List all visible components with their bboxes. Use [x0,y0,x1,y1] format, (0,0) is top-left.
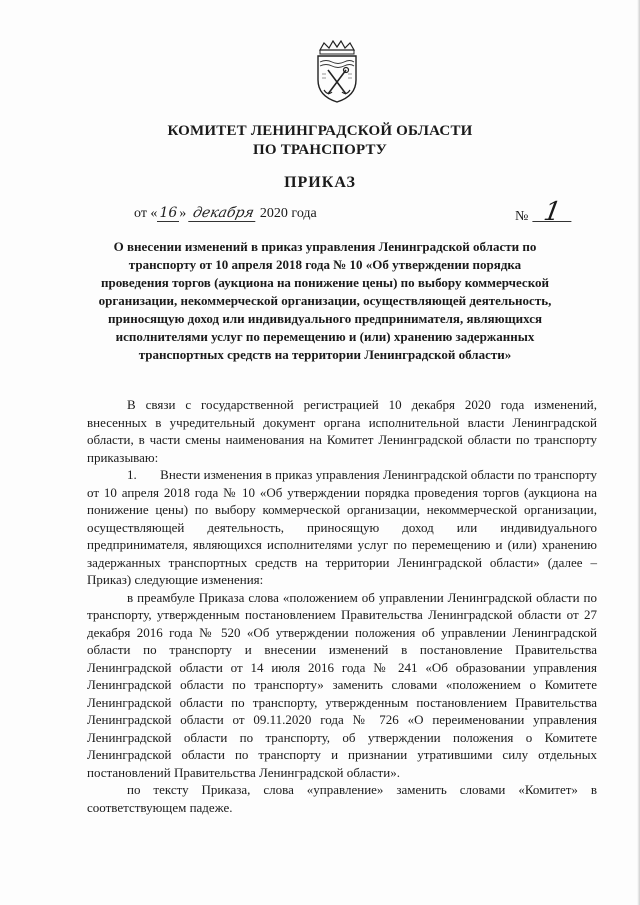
handwritten-month: декабря [188,205,258,222]
order-number [515,197,573,227]
handwritten-day: 16 [159,205,178,221]
date-year: 2020 года [259,206,317,221]
date-prefix: от « [134,206,158,221]
preamble-amendment-paragraph: в преамбуле Приказа слова «положением об управлении Ленинградской области по транспорту, утвержденным постановлением Правительства Ленинградской области от 27 декабря 2016 года № 520 «Об утверждении положения об управлении Ленинградской области по транспорту и внесении изменений в постановление Правительства Ленинградской области от 14 июля 2016 года № 241 «Об образовании управления Ленинградской области по транспорту» заменить словами «положением о Комитете Ленинградской области по транспорту, утвержденным постановлением Правительства Ленинградской области от 09.11.2020 года № 726 «О переименовании управления Ленинградской области по транспорту, об утверждении положения о Комитете Ленинградской области по транспорту и признании утратившими силу отдельных постановлений Правительства Ленинградской области». [87,589,597,780]
preamble-paragraph: В связи с государственной регистрацией 10 декабря 2020 года изменений, внесенных в учредительный документ органа исполнительной власти Ленинградской области, в части смены наименования на Комитет Ленинградской области по транспорту приказываю: [87,397,597,465]
handwritten-number: 1 [533,203,575,222]
order-body [87,396,597,816]
leningrad-oblast-coat-of-arms-icon [312,40,362,104]
order-subject: О внесении изменений в приказ управления Ленинградской области по транспорту от 10 апреля 2018 года № 10 «Об утверждении порядка проведения торгов (аукциона на понижение цены) по выбору коммерческой организации, некоммерческой организации, осуществляющей деятельность, приносящую доход или индивидуального предпринимателя, являющихся исполнителями услуг по перемещению и (или) хранению задержанных транспортных средств на территории Ленинградской области» [98,239,552,362]
document-type-title: ПРИКАЗ [284,174,356,191]
item-1-paragraph: 1. Внести изменения в приказ управления Ленинградской области по транспорту от 10 апреля 2018 года № 10 «Об утверждении порядка проведения торгов (аукциона на понижение цены) по выбору коммерческой организации, некоммерческой организации, осуществляющей деятельность, приносящую доход или индивидуального предпринимателя, являющихся исполнителями услуг по перемещению и (или) хранению задержанных транспортных средств на территории Ленинградской области» (далее – Приказ) следующие изменения: [87,467,597,587]
organization-title-line-2: ПО ТРАНСПОРТУ [253,142,387,158]
date-quote-close: » [179,206,187,221]
organization-title-line-1: КОМИТЕТ ЛЕНИНГРАДСКОЙ ОБЛАСТИ [167,123,473,139]
organization-title [0,122,640,160]
order-date [134,205,317,222]
number-label: № [515,209,529,224]
text-amendment-paragraph: по тексту Приказа, слова «управление» заменить словами «Комитет» в соответствующем падеже. [87,782,597,815]
